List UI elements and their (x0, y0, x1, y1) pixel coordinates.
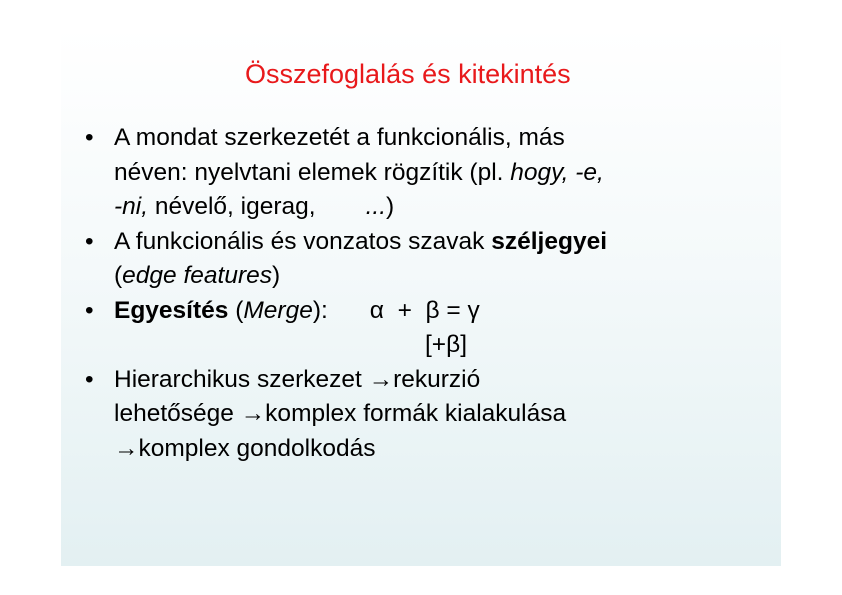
bullet-4-line-2: lehetősége →komplex formák kialakulása (114, 400, 567, 427)
bullet-1-line-3 (114, 190, 773, 225)
slide-title: Összefoglalás és kitekintés (245, 59, 571, 89)
bullet-item-edge-features (83, 225, 773, 294)
bullet-1-text-tail: névelő, igerag, (148, 193, 316, 220)
bullet-1-text: néven: nyelvtani elemek rögzítik (pl. (114, 158, 511, 186)
merge-formula-feature: [+β] (425, 331, 468, 358)
bullet-2-term: széljegyei (491, 227, 607, 255)
bullet-2-open-paren: ( (114, 262, 123, 289)
bullet-3-term-english: Merge (243, 296, 313, 324)
bullet-3-line-1 (114, 294, 773, 329)
bullet-4-line-3: →komplex gondolkodás (114, 434, 376, 462)
bullet-3-close-paren: ): (312, 296, 328, 324)
bullet-1-examples: hogy, -e, (510, 158, 604, 186)
bullet-3-term: Egyesítés (114, 296, 229, 324)
bullet-1-line-1: • A mondat szerkezetét a funkcionális, más (114, 124, 565, 151)
bullet-2-term-english: edge features (122, 262, 273, 289)
merge-formula: α + β = γ (369, 296, 480, 324)
bullet-2-line-2 (114, 259, 773, 294)
bullet-1-example-ni: -ni, (114, 193, 149, 220)
bullet-1-close-paren: ) (386, 193, 395, 220)
bullet-2-close-paren: ) (272, 262, 281, 289)
bullet-4-line-1: • Hierarchikus szerkezet →rekurzió (114, 365, 481, 393)
bullet-list (83, 121, 773, 466)
bullet-2-line-1 (114, 225, 773, 260)
bullet-3-line-2 (114, 328, 773, 363)
bullet-2-text: A funkcionális és vonzatos szavak (114, 227, 492, 255)
bullet-1-ellipsis: ... (365, 193, 386, 220)
bullet-3-open-paren: ( (228, 296, 244, 324)
bullet-item-merge (83, 294, 773, 363)
bullet-1-line-2 (114, 156, 773, 191)
bullet-item-function-words (83, 121, 773, 225)
bullet-item-hierarchy (83, 363, 773, 467)
